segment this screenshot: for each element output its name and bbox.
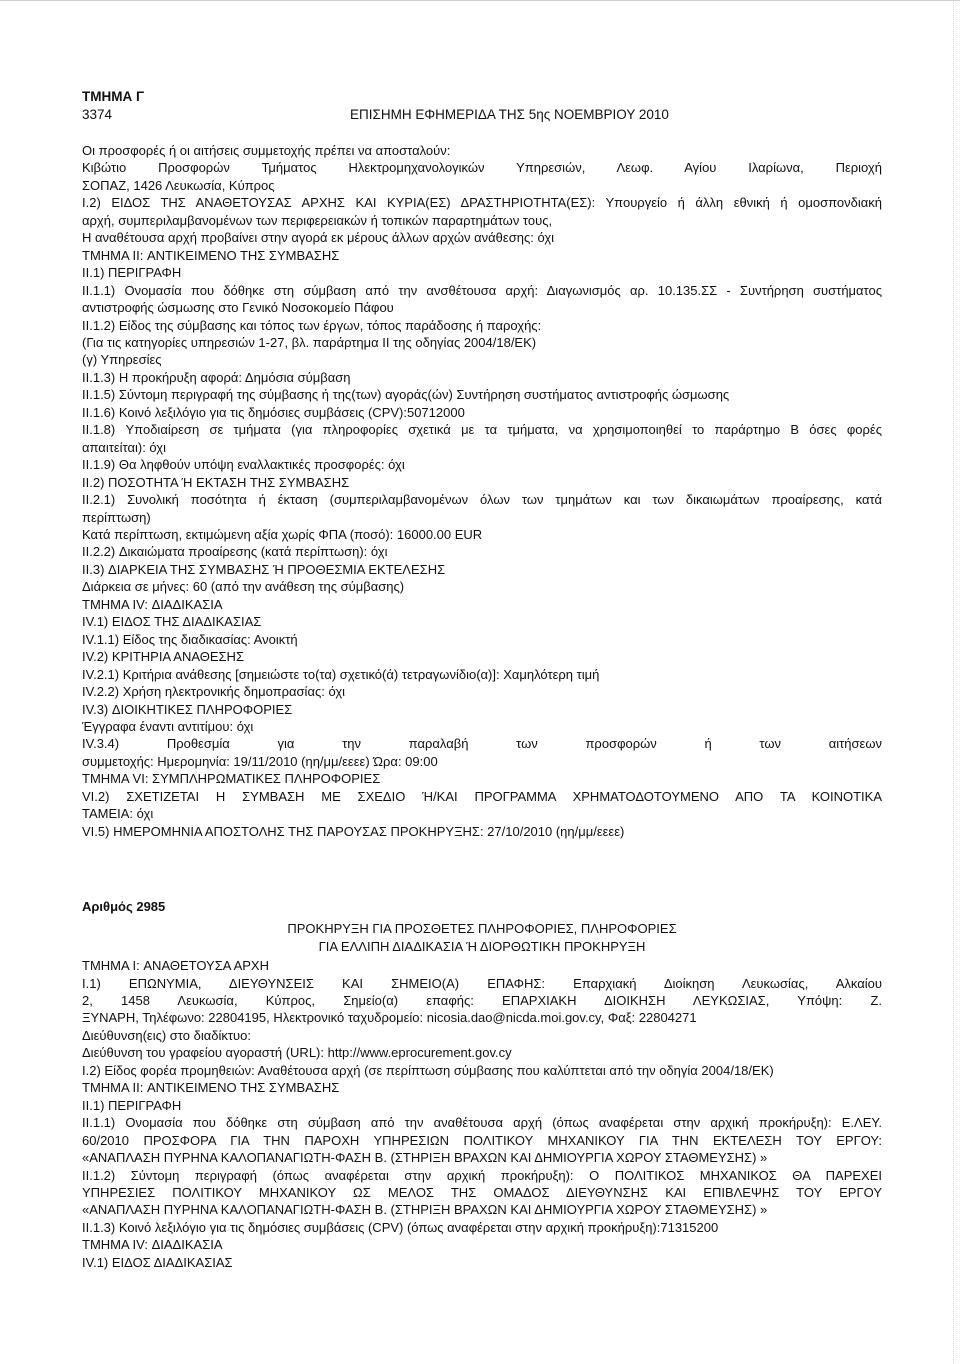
- text-line: II.2) ΠΟΣΟΤΗΤΑ Ή ΕΚΤΑΣΗ ΤΗΣ ΣΥΜΒΑΣΗΣ: [82, 474, 350, 490]
- header-gap: [82, 124, 882, 142]
- notice-title-line: ΠΡΟΚΗΡΥΞΗ ΓΙΑ ΠΡΟΣΘΕΤΕΣ ΠΛΗΡΟΦΟΡΙΕΣ, ΠΛΗΡΟΦΟΡΙΕΣ: [287, 921, 677, 937]
- text-line: ΤΜΗΜΑ IV: ΔΙΑΔΙΚΑΣΙΑ: [82, 1237, 223, 1253]
- text-line: Διεύθυνση του γραφείου αγοραστή (URL): http://www.eprocurement.gov.cy: [82, 1045, 512, 1061]
- right-scan-edge: [953, 0, 954, 1364]
- text-line: II.2.2) Δικαιώματα προαίρεσης (κατά περίπτωση): όχι: [82, 544, 388, 560]
- text-line: IV.3.4) Προθεσμία για την παραλαβή των προσφορών ή των αιτήσεων: [82, 736, 882, 752]
- text-line: ΥΠΗΡΕΣΙΕΣ ΠΟΛΙΤΙΚΟΥ ΜΗΧΑΝΙΚΟΥ ΩΣ ΜΕΛΟΣ ΤΗΣ ΟΜΑΔΟΣ ΔΙΕΥΘΥΝΣΗΣ ΚΑΙ ΕΠΙΒΛΕΨΗΣ ΤΟΥ ΕΡΓΟΥ: [82, 1185, 882, 1201]
- text-line: ΤΜΗΜΑ I: ΑΝΑΘΕΤΟΥΣΑ ΑΡΧΗ: [82, 958, 269, 974]
- text-line: II.1) ΠΕΡΙΓΡΑΦΗ: [82, 265, 182, 281]
- text-line: ΤΑΜΕΙΑ: όχι: [82, 806, 154, 822]
- notice-title-line: ΓΙΑ ΕΛΛΙΠΗ ΔΙΑΔΙΚΑΣΙΑ Ή ΔΙΟΡΘΩΤΙΚΗ ΠΡΟΚΗΡΥΞΗ: [318, 938, 646, 954]
- text-line: I.2) ΕΙΔΟΣ ΤΗΣ ΑΝΑΘΕΤΟΥΣΑΣ ΑΡΧΗΣ ΚΑΙ ΚΥΡΙΑ(ΕΣ) ΔΡΑΣΤΗΡΙΟΤΗΤΑ(ΕΣ): Υπουργείο ή άλλη εθνική ή ομοσπονδιακή: [82, 195, 882, 211]
- text-line: Κιβώτιο Προσφορών Τμήματος Ηλεκτρομηχανολογικών Υπηρεσιών, Λεωφ. Αγίου Ιλαρίωνα, Περιοχή: [82, 160, 882, 176]
- section-tag: ΤΜΗΜΑ Γ: [82, 89, 145, 104]
- text-line: I.1) ΕΠΩΝΥΜΙΑ, ΔΙΕΥΘΥΝΣΕΙΣ ΚΑΙ ΣΗΜΕΙΟ(Α) ΕΠΑΦΗΣ: Επαρχιακή Διοίκηση Λευκωσίας, Αλκαίου: [82, 975, 882, 991]
- text-line: (γ) Υπηρεσίες: [82, 352, 162, 368]
- text-line: απαιτείται): όχι: [82, 439, 167, 455]
- text-line: II.2.1) Συνολική ποσότητα ή έκταση (συμπεριλαμβανομένων όλων των τμημάτων και των δικαιωμάτων προαίρεσης, κατά: [82, 492, 882, 508]
- text-line: IV.1) ΕΙΔΟΣ ΔΙΑΔΙΚΑΣΙΑΣ: [82, 1254, 233, 1270]
- gazette-title: ΕΠΙΣΗΜΗ ΕΦΗΜΕΡΙΔΑ ΤΗΣ 5ης ΝΟΕΜΒΡΙΟΥ 2010: [350, 107, 669, 122]
- notice-gap: [82, 840, 882, 898]
- text-line: ΤΜΗΜΑ II: ΑΝΤΙΚΕΙΜΕΝΟ ΤΗΣ ΣΥΜΒΑΣΗΣ: [82, 1080, 340, 1096]
- top-scan-edge: [0, 0, 960, 7]
- text-line: αντιστροφής ώσμωσης στο Γενικό Νοσοκομείο Πάφου: [82, 300, 394, 316]
- text-line: Κατά περίπτωση, εκτιμώμενη αξία χωρίς ΦΠΑ (ποσό): 16000.00 EUR: [82, 526, 483, 542]
- text-line: ΤΜΗΜΑ VI: ΣΥΜΠΛΗΡΩΜΑΤΙΚΕΣ ΠΛΗΡΟΦΟΡΙΕΣ: [82, 771, 381, 787]
- text-line: 60/2010 ΠΡΟΣΦΟΡΑ ΓΙΑ ΤΗΝ ΠΑΡΟΧΗ ΥΠΗΡΕΣΙΩΝ ΠΟΛΙΤΙΚΟΥ ΜΗΧΑΝΙΚΟΥ ΓΙΑ ΤΗΝ ΕΚΤΕΛΕΣΗ ΤΟΥ ΕΡΓΟΥ:: [82, 1132, 882, 1148]
- text-line: II.1.5) Σύντομη περιγραφή της σύμβασης ή της(των) αγοράς(ών) Συντήρηση συστήματος αντιστροφής ώσμωσης: [82, 387, 730, 403]
- text-line: II.1.2) Σύντομη περιγραφή (όπως αναφέρεται στην αρχική προκήρυξη): Ο ΠΟΛΙΤΙΚΟΣ ΜΗΧΑΝΙΚΟΣ ΘΑ ΠΑΡΕΧΕΙ: [82, 1167, 882, 1183]
- text-line: ΤΜΗΜΑ II: ΑΝΤΙΚΕΙΜΕΝΟ ΤΗΣ ΣΥΜΒΑΣΗΣ: [82, 247, 340, 263]
- text-line: II.1.3) Κοινό λεξιλόγιο για τις δημόσιες συμβάσεις (CPV) (όπως αναφέρεται στην αρχική προκήρυξη):71315200: [82, 1219, 719, 1235]
- text-line: Η αναθέτουσα αρχή προβαίνει στην αγορά εκ μέρους άλλων αρχών ανάθεσης: όχι: [82, 230, 555, 246]
- text-line: II.1.1) Ονομασία που δόθηκε στη σύμβαση από την ανσθέτουσα αρχή: Διαγωνισμός αρ. 10.135.ΣΣ - Συντήρηση συστήματος: [82, 282, 882, 298]
- text-line: IV.2.2) Χρήση ηλεκτρονικής δημοπρασίας: όχι: [82, 684, 346, 700]
- text-line: περίπτωση): [82, 509, 151, 525]
- text-line: IV.3) ΔΙΟΙΚΗΤΙΚΕΣ ΠΛΗΡΟΦΟΡΙΕΣ: [82, 701, 293, 717]
- text-line: Διάρκεια σε μήνες: 60 (από την ανάθεση της σύμβασης): [82, 579, 405, 595]
- text-line: IV.1) ΕΙΔΟΣ ΤΗΣ ΔΙΑΔΙΚΑΣΙΑΣ: [82, 614, 262, 630]
- text-line: Οι προσφορές ή οι αιτήσεις συμμετοχής πρέπει να αποσταλούν:: [82, 143, 451, 158]
- text-line: II.1) ΠΕΡΙΓΡΑΦΗ: [82, 1097, 182, 1113]
- text-line: II.1.8) Υποδιαίρεση σε τμήματα (για πληροφορίες σχετικά με τα τμήματα, να χρησιμοποιηθεί το παράρτημο Β όσες φορές: [82, 422, 882, 438]
- notice-number-row: [82, 898, 882, 916]
- page-number: 3374: [82, 107, 113, 122]
- text-line: (Για τις κατηγορίες υπηρεσιών 1-27, βλ. παράρτημα II της οδηγίας 2004/18/ΕΚ): [82, 334, 537, 350]
- text-line: II.1.1) Ονομασία που δόθηκε στη σύμβαση από την αναθέτουσα αρχή (όπως αναφέρεται στην αρχική προκήρυξη): Ε.ΛΕΥ.: [82, 1115, 882, 1131]
- text-line: I.2) Είδος φορέα προμηθειών: Αναθέτουσα αρχή (σε περίπτωση σύμβασης που καλύπτεται από την οδηγία 2004/18/ΕΚ): [82, 1062, 774, 1078]
- text-line: αρχή, συμπεριλαμβανομένων των περιφερειακών ή τοπικών παραρτημάτων τους,: [82, 212, 553, 228]
- text-line: Έγγραφα έναντι αντιτίμου: όχι: [82, 718, 254, 734]
- text-line: II.1.2) Είδος της σύμβασης και τόπος των έργων, τόπος παράδοσης ή παροχής:: [82, 317, 542, 333]
- text-line: VI.5) ΗΜΕΡΟΜΗΝΙΑ ΑΠΟΣΤΟΛΗΣ ΤΗΣ ΠΑΡΟΥΣΑΣ ΠΡΟΚΗΡΥΞΗΣ: 27/10/2010 (ηη/μμ/εεεε): [82, 823, 625, 839]
- text-line: IV.2.1) Κριτήρια ανάθεσης [σημειώστε το(τα) σχετικό(ά) τετραγωνίδιο(α)]: Χαμηλότερη τιμή: [82, 666, 600, 682]
- notice-title: [82, 920, 882, 955]
- text-line: II.1.6) Κοινό λεξιλόγιο για τις δημόσιες συμβάσεις (CPV):50712000: [82, 404, 465, 420]
- notice-body-1: [82, 142, 882, 840]
- text-line: IV.1.1) Είδος της διαδικασίας: Ανοικτή: [82, 631, 298, 647]
- text-line: ΞΥΝΑΡΗ, Τηλέφωνο: 22804195, Ηλεκτρονικό ταχυδρομείο: nicosia.dao@nicda.moi.gov.cy, Φαξ: 22804271: [82, 1010, 697, 1026]
- text-line: ΣΟΠΑΖ, 1426 Λευκωσία, Κύπρος: [82, 177, 275, 193]
- page-header: [82, 106, 882, 124]
- notice-number: Αριθμός 2985: [82, 899, 166, 915]
- notice-body-2: [82, 957, 882, 1271]
- text-line: VI.2) ΣΧΕΤΙΖΕΤΑΙ Η ΣΥΜΒΑΣΗ ΜΕ ΣΧΕΔΙΟ Ή/ΚΑΙ ΠΡΟΓΡΑΜΜΑ ΧΡΗΜΑΤΟΔΟΤΟΥΜΕΝΟ ΑΠΟ ΤΑ ΚΟΙΝΟΤΙΚΑ: [82, 788, 882, 804]
- text-line: ΤΜΗΜΑ IV: ΔΙΑΔΙΚΑΣΙΑ: [82, 596, 223, 612]
- text-line: II.1.9) Θα ληφθούν υπόψη εναλλακτικές προσφορές: όχι: [82, 457, 405, 473]
- text-line: Διεύθυνση(εις) στο διαδίκτυο:: [82, 1027, 251, 1043]
- text-line: IV.2) ΚΡΙΤΗΡΙΑ ΑΝΑΘΕΣΗΣ: [82, 649, 244, 665]
- text-line: συμμετοχής: Ημερομηνία: 19/11/2010 (ηη/μμ/εεεε) Ώρα: 09:00: [82, 753, 438, 769]
- text-line: II.1.3) Η προκήρυξη αφορά: Δημόσια σύμβαση: [82, 369, 351, 385]
- page-content: [82, 88, 882, 1271]
- text-line: «ΑΝΑΠΛΑΣΗ ΠΥΡΗΝΑ ΚΑΛΟΠΑΝΑΓΙΩΤΗ-ΦΑΣΗ Β. (ΣΤΗΡΙΞΗ ΒΡΑΧΩΝ ΚΑΙ ΔΗΜΙΟΥΡΓΙΑ ΧΩΡΟΥ ΣΤΑΘΜΕΥΣΗΣ) »: [82, 1150, 768, 1166]
- text-line: «ΑΝΑΠΛΑΣΗ ΠΥΡΗΝΑ ΚΑΛΟΠΑΝΑΓΙΩΤΗ-ΦΑΣΗ Β. (ΣΤΗΡΙΞΗ ΒΡΑΧΩΝ ΚΑΙ ΔΗΜΙΟΥΡΓΙΑ ΧΩΡΟΥ ΣΤΑΘΜΕΥΣΗΣ) »: [82, 1202, 768, 1218]
- text-line: II.3) ΔΙΑΡΚΕΙΑ ΤΗΣ ΣΥΜΒΑΣΗΣ Ή ΠΡΟΘΕΣΜΙΑ ΕΚΤΕΛΕΣΗΣ: [82, 561, 446, 577]
- text-line: 2, 1458 Λευκωσία, Κύπρος, Σημείο(α) επαφής: ΕΠΑΡΧΙΑΚΗ ΔΙΟΙΚΗΣΗ ΛΕΥΚΩΣΙΑΣ, Υπόψη: Ζ.: [82, 993, 882, 1009]
